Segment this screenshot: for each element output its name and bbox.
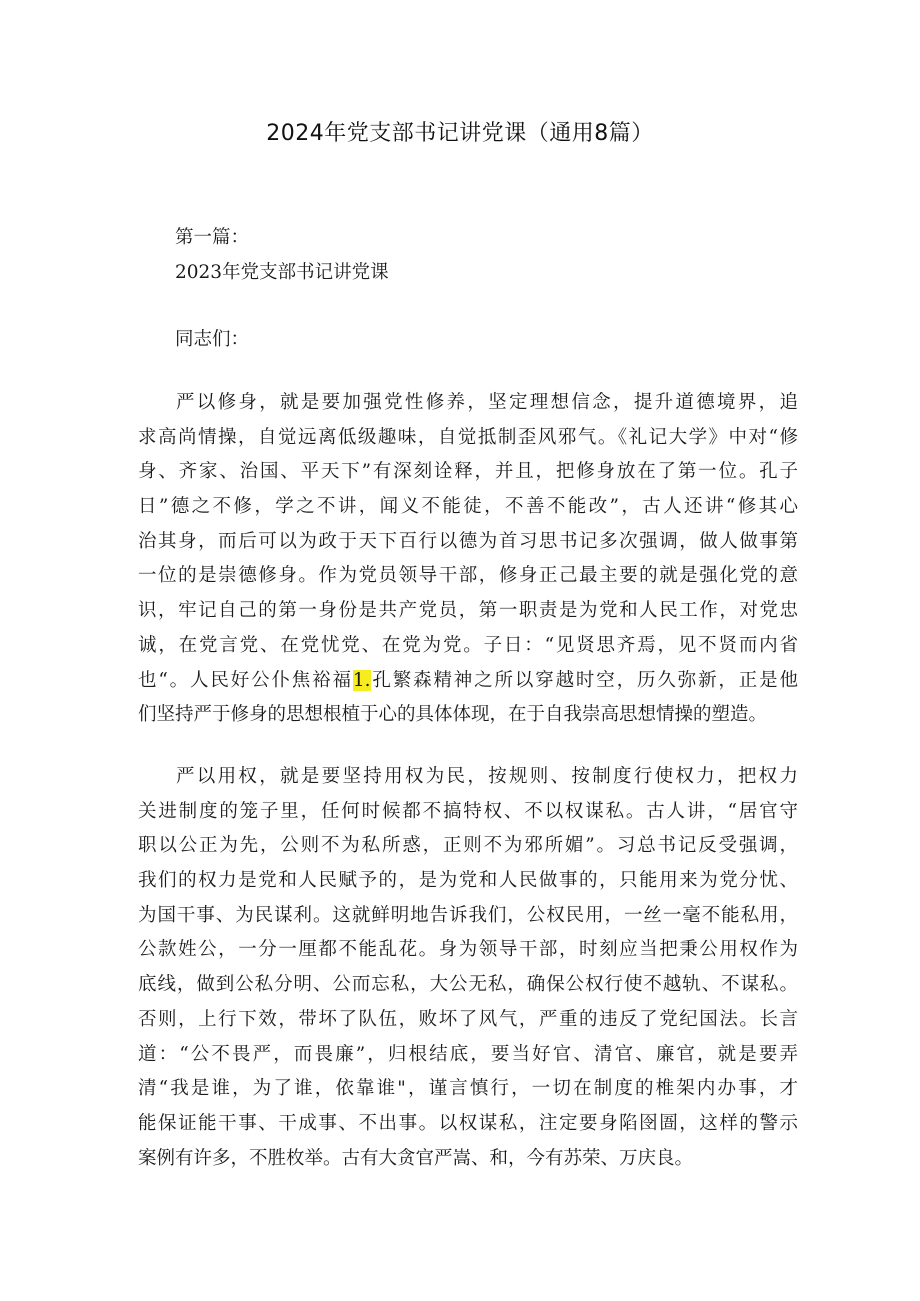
paragraph-line: 们坚持严于修身的思想根植于心的具体体现，在于自我崇高思想情操的塑造。	[138, 704, 768, 726]
paragraph-line: 一位的是崇德修身。作为党员领导干部，修身正己最主要的就是强化党的意	[138, 565, 798, 587]
paragraph-line: 身、齐家、治国、平天下”有深刻诠释，并且，把修身放在了第一位。孔子	[138, 461, 798, 483]
paragraph-line: 治其身，而后可以为政于天下百行以德为首习思书记多次强调，做人做事第	[138, 530, 798, 552]
section-label: 第一篇：	[175, 227, 250, 248]
paragraph-line-with-highlight	[138, 664, 798, 699]
section-subtitle: 2023年党支部书记讲党课	[175, 262, 389, 283]
paragraph-line: 诚，在党言党、在党忧党、在党为党。子日：“见贤思齐焉，见不贤而内省	[138, 634, 798, 656]
paragraph-line: 案例有许多，不胜枚举。古有大贪官严嵩、和，今有苏荣、万庆良。	[138, 1147, 694, 1169]
line-segment: 孔繁森精神之所以穿越时空，历久弥新，正是他	[370, 669, 798, 691]
highlight-mark: 1.	[352, 669, 371, 691]
paragraph-line: 识，牢记自己的第一身份是共产党员，第一职责是为党和人民工作，对党忠	[138, 600, 798, 622]
paragraph-line: 否则，上行下效，带坏了队伍，败坏了风气，严重的违反了党纪国法。长言	[138, 1008, 798, 1030]
paragraph-line: 为国干事、为民谋利。这就鲜明地告诉我们，公权民用，一丝一毫不能私用，	[138, 904, 798, 926]
line-segment: 也“。人民好公仆焦裕福	[138, 669, 353, 691]
paragraph-line: 关进制度的笼子里，任何时候都不搞特权、不以权谋私。古人讲，“居官守	[138, 800, 798, 822]
greeting: 同志们：	[175, 329, 250, 350]
paragraph-line: 严以用权，就是要坚持用权为民，按规则、按制度行使权力，把权力	[176, 766, 798, 787]
paragraph-line: 日”德之不修，学之不讲，闻义不能徒，不善不能改”，古人还讲“修其心	[138, 496, 798, 518]
paragraph-self-cultivation	[138, 386, 798, 733]
paragraph-line: 清“我是谁，为了谁，依靠谁"，谨言慎行，一切在制度的椎架内办事，才	[138, 1078, 798, 1100]
document-title: 2024年党支部书记讲党课（通用8篇）	[266, 121, 654, 146]
paragraph-line: 公款姓公，一分一厘都不能乱花。身为领导干部，时刻应当把秉公用权作为	[138, 939, 798, 961]
paragraph-line: 职以公正为先，公则不为私所惑，正则不为邪所媚”。习总书记反受强调，	[138, 835, 798, 857]
paragraph-line: 底线，做到公私分明、公而忘私，大公无私，确保公权行使不越轨、不谋私。	[138, 974, 798, 996]
paragraph-use-of-power	[138, 760, 798, 1176]
paragraph-line: 严以修身，就是要加强党性修养，坚定理想信念，提升道德境界，追	[176, 392, 798, 413]
paragraph-line: 道：“公不畏严，而畏廉”，归根结底，要当好官、清官、廉官，就是要弄	[138, 1043, 798, 1065]
paragraph-line: 能保证能干事、干成事、不出事。以权谋私，注定要身陷囹圄，这样的警示	[138, 1112, 798, 1134]
paragraph-line: 我们的权力是党和人民赋予的，是为党和人民做事的，只能用来为党分忧、	[138, 870, 798, 892]
paragraph-line: 求高尚情操，自觉远离低级趣味，自觉抵制歪风邪气。《礼记大学》中对“修	[138, 426, 798, 448]
